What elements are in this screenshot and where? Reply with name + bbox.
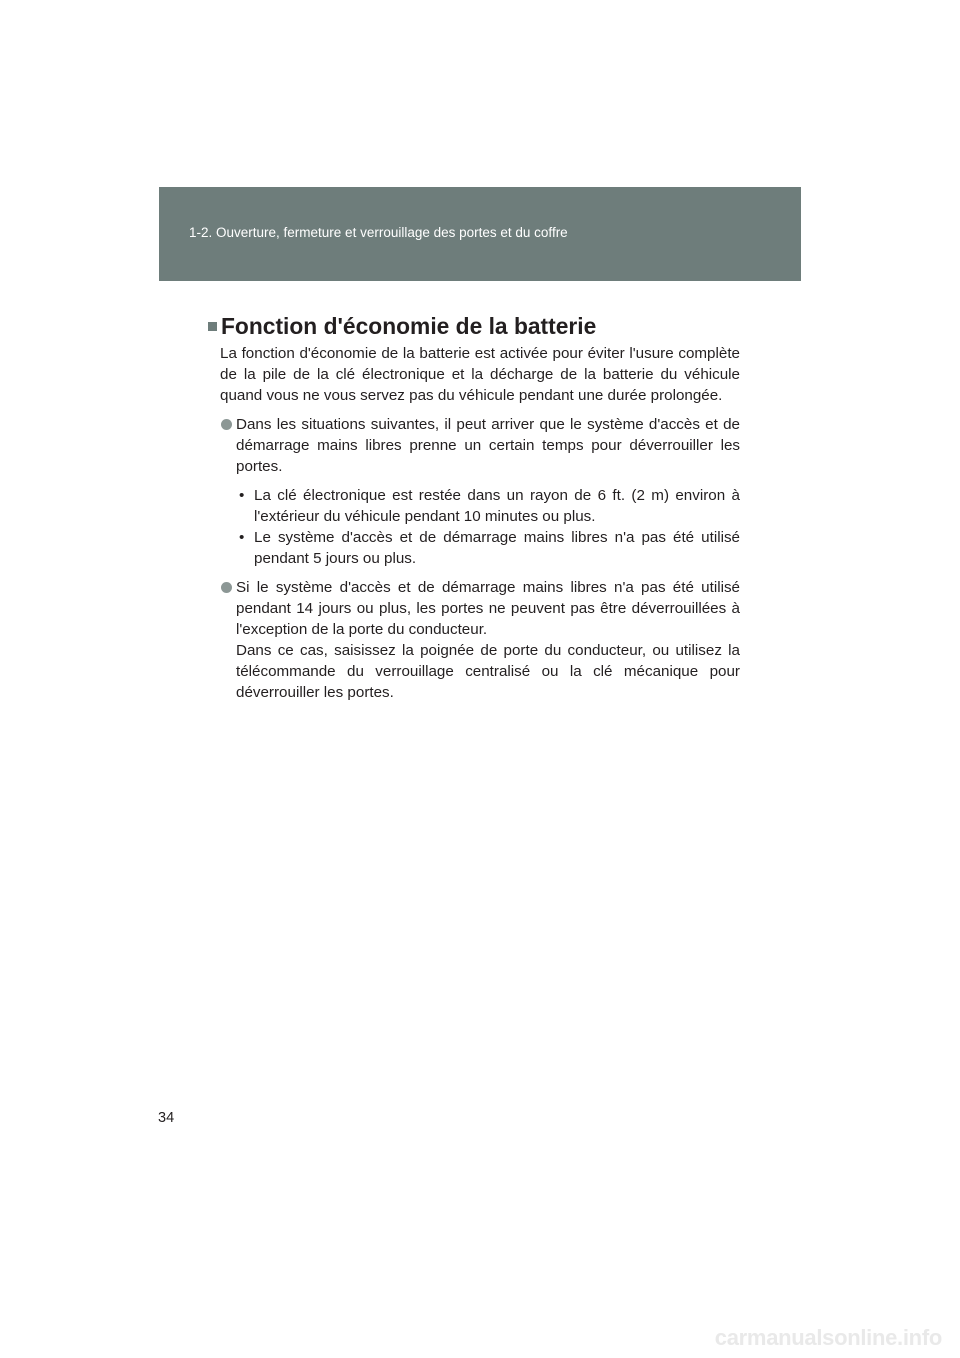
sub-list-item-text: Le système d'accès et de démarrage mains libres n'a pas été utilisé pendant 5 jours ou plus. [254,529,740,567]
chapter-title: 1-2. Ouverture, fermeture et verrouillage des portes et du coffre [189,225,568,240]
chapter-header [159,187,801,281]
square-bullet-icon [208,322,217,331]
sub-list-item [236,485,740,527]
circle-bullet-icon [221,582,232,593]
sub-bullet-marker: • [239,529,245,546]
sub-list [236,485,740,569]
section-heading [208,313,740,339]
section-heading-text: Fonction d'économie de la batterie [221,313,597,339]
sub-list-item [236,527,740,569]
sub-list-item-text: La clé électronique est restée dans un rayon de 6 ft. (2 m) environ à l'extérieur du véhicule pendant 10 minutes ou plus. [254,487,740,525]
watermark: carmanualsonline.info [714,1325,942,1350]
bullet-text: Dans les situations suivantes, il peut arriver que le système d'accès et de démarrage mains libres prenne un certain temps pour déverrouiller les portes. [236,416,740,475]
page-content [208,313,740,703]
sub-bullet-marker: • [239,487,245,504]
section-intro: La fonction d'économie de la batterie est activée pour éviter l'usure complète de la pile de la clé électronique et la décharge de la batterie du véhicule quand vous ne vous servez pas du véhicule pendant une durée prolongée. [220,345,740,404]
page-number: 34 [158,1110,175,1126]
bullet-item [236,577,740,703]
bullet-text-continued: Dans ce cas, saisissez la poignée de porte du conducteur, ou utilisez la télécommande du verrouillage centralisé ou la clé mécanique pour déverrouiller les portes. [236,642,740,701]
bullet-text: Si le système d'accès et de démarrage mains libres n'a pas été utilisé pendant 14 jours ou plus, les portes ne peuvent pas être déverrouillées à l'exception de la porte du conducteur. [236,579,740,638]
circle-bullet-icon [221,419,232,430]
bullet-item [236,414,740,569]
